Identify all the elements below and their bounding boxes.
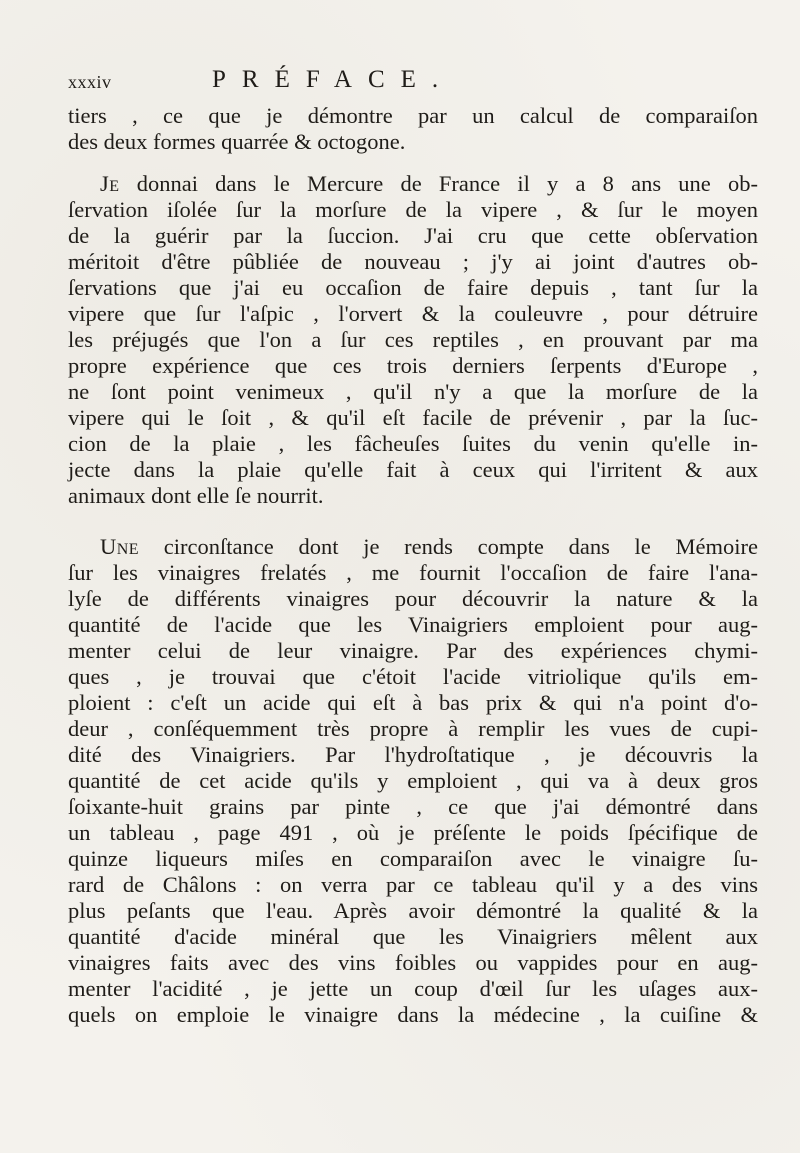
text-line: rard de Châlons : on verra par ce tableau qu'il y a des vins: [68, 872, 758, 897]
text-line: dité des Vinaigriers. Par l'hydroſtatique , je découvris la: [68, 742, 758, 767]
paragraph-lead-word: Une: [100, 534, 140, 559]
text-line: tiers , ce que je démontre par un calcul de comparaiſon: [68, 103, 758, 128]
text-line-rest: circonſtance dont je rends compte dans le Mémoire: [139, 534, 758, 559]
text-line: plus peſants que l'eau. Après avoir démontré la qualité & la: [68, 898, 758, 923]
text-line: ques , je trouvai que c'étoit l'acide vitriolique qu'ils em-: [68, 664, 758, 689]
running-title: PRÉFACE.: [212, 66, 455, 93]
text-line: quantité d'acide minéral que les Vinaigriers mêlent aux: [68, 924, 758, 949]
text-line: des deux formes quarrée & octogone.: [68, 129, 406, 154]
text-line: quels on emploie le vinaigre dans la médecine , la cuiſine &: [68, 1002, 758, 1027]
text-line: ſervations que j'ai eu occaſion de faire depuis , tant ſur la: [68, 275, 758, 300]
text-line: quantité de cet acide qu'ils y emploient , qui va à deux gros: [68, 768, 758, 793]
text-line: un tableau , page 491 , où je préſente le poids ſpécifique de: [68, 820, 758, 845]
text-line: vipere qui le ſoit , & qu'il eſt facile de prévenir , par la ſuc-: [68, 405, 758, 430]
text-line: [68, 171, 758, 197]
text-line: deur , conſéquemment très propre à remplir les vues de cupi-: [68, 716, 758, 741]
text-line: ploient : c'eſt un acide qui eſt à bas prix & qui n'a point d'o-: [68, 690, 758, 715]
text-line: de la guérir par la ſuccion. J'ai cru que cette obſervation: [68, 223, 758, 248]
page-header: [58, 66, 758, 96]
text-line: ne ſont point venimeux , qu'il n'y a que la morſure de la: [68, 379, 758, 404]
paragraph-vipere: [68, 171, 758, 509]
text-line: [68, 534, 758, 560]
paragraph-lead-word: Je: [100, 171, 120, 196]
text-line: cion de la plaie , les fâcheuſes ſuites du venin qu'elle in-: [68, 431, 758, 456]
paragraph-continuation: [68, 103, 758, 155]
text-line: propre expérience que ces trois derniers ſerpents d'Europe ,: [68, 353, 758, 378]
text-line: animaux dont elle ſe nourrit.: [68, 483, 324, 508]
text-line: vipere que ſur l'aſpic , l'orvert & la couleuvre , pour détruire: [68, 301, 758, 326]
page-number: xxxiv: [68, 72, 112, 92]
text-line: ſervation iſolée ſur la morſure de la vipere , & ſur le moyen: [68, 197, 758, 222]
text-line: menter l'acidité , je jette un coup d'œil ſur les uſages aux-: [68, 976, 758, 1001]
paragraph-vinaigres: [68, 534, 758, 1028]
text-line: ſoixante-huit grains par pinte , ce que j'ai démontré dans: [68, 794, 758, 819]
text-line: méritoit d'être pûbliée de nouveau ; j'y ai joint d'autres ob-: [68, 249, 758, 274]
text-line: les préjugés que l'on a ſur ces reptiles , en prouvant par ma: [68, 327, 758, 352]
text-line: lyſe de différents vinaigres pour découvrir la nature & la: [68, 586, 758, 611]
text-line: vinaigres faits avec des vins foibles ou vappides pour en aug-: [68, 950, 758, 975]
text-line-rest: donnai dans le Mercure de France il y a 8 ans une ob-: [119, 171, 758, 196]
text-line: quantité de l'acide que les Vinaigriers emploient pour aug-: [68, 612, 758, 637]
text-line: ſur les vinaigres frelatés , me fournit l'occaſion de faire l'ana-: [68, 560, 758, 585]
text-line: quinze liqueurs miſes en comparaiſon avec le vinaigre ſu-: [68, 846, 758, 871]
text-line: jecte dans la plaie qu'elle fait à ceux qui l'irritent & aux: [68, 457, 758, 482]
text-line: menter celui de leur vinaigre. Par des expériences chymi-: [68, 638, 758, 663]
